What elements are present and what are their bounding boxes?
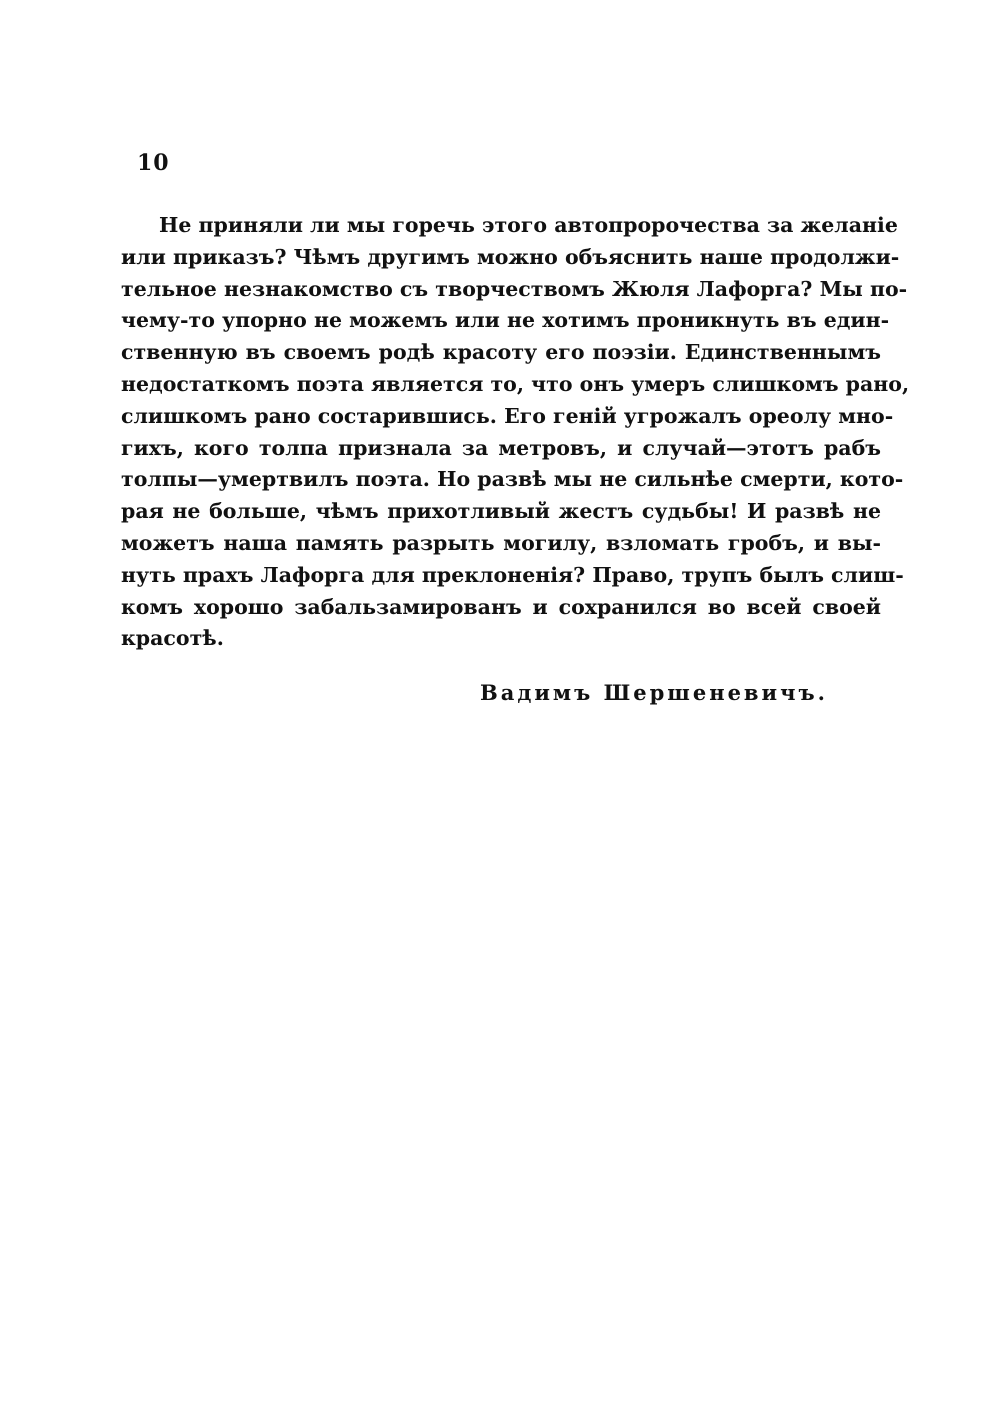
author-signature: Вадимъ Шершеневичъ. <box>480 680 828 705</box>
body-paragraph <box>121 210 910 655</box>
paragraph-line: комъ хорошо забальзамированъ и сохранился во всей своей <box>121 594 881 619</box>
paragraph-line: слишкомъ рано состарившись. Его геній угрожалъ ореолу мно- <box>121 403 894 428</box>
page-number: 10 <box>137 150 170 176</box>
paragraph-line: чему-то упорно не можемъ или не хотимъ проникнуть въ един- <box>121 308 890 333</box>
paragraph-line: гихъ, кого толпа признала за метровъ, и случай—этотъ рабъ <box>121 435 881 460</box>
paragraph-line: или приказъ? Чѣмъ другимъ можно объяснить наше продолжи- <box>121 244 900 269</box>
paragraph-line: толпы—умертвилъ поэта. Но развѣ мы не сильнѣе смерти, кото- <box>121 467 904 492</box>
paragraph-line: рая не больше, чѣмъ прихотливый жестъ судьбы! И развѣ не <box>121 499 881 524</box>
paragraph-line: ственную въ своемъ родѣ красоту его поэзіи. Единственнымъ <box>121 340 881 365</box>
paragraph-line: Не приняли ли мы горечь этого автопророчества за желаніе <box>159 213 898 237</box>
paragraph-line: красотѣ. <box>121 626 224 651</box>
paragraph-line: можетъ наша память разрыть могилу, взломать гробъ, и вы- <box>121 530 881 555</box>
paragraph-line: тельное незнакомство съ творчествомъ Жюля Лафорга? Мы по- <box>121 276 908 301</box>
paragraph-line: недостаткомъ поэта является то, что онъ умеръ слишкомъ рано, <box>121 371 910 396</box>
paragraph-line: нуть прахъ Лафорга для преклоненія? Право, трупъ былъ слиш- <box>121 562 904 587</box>
